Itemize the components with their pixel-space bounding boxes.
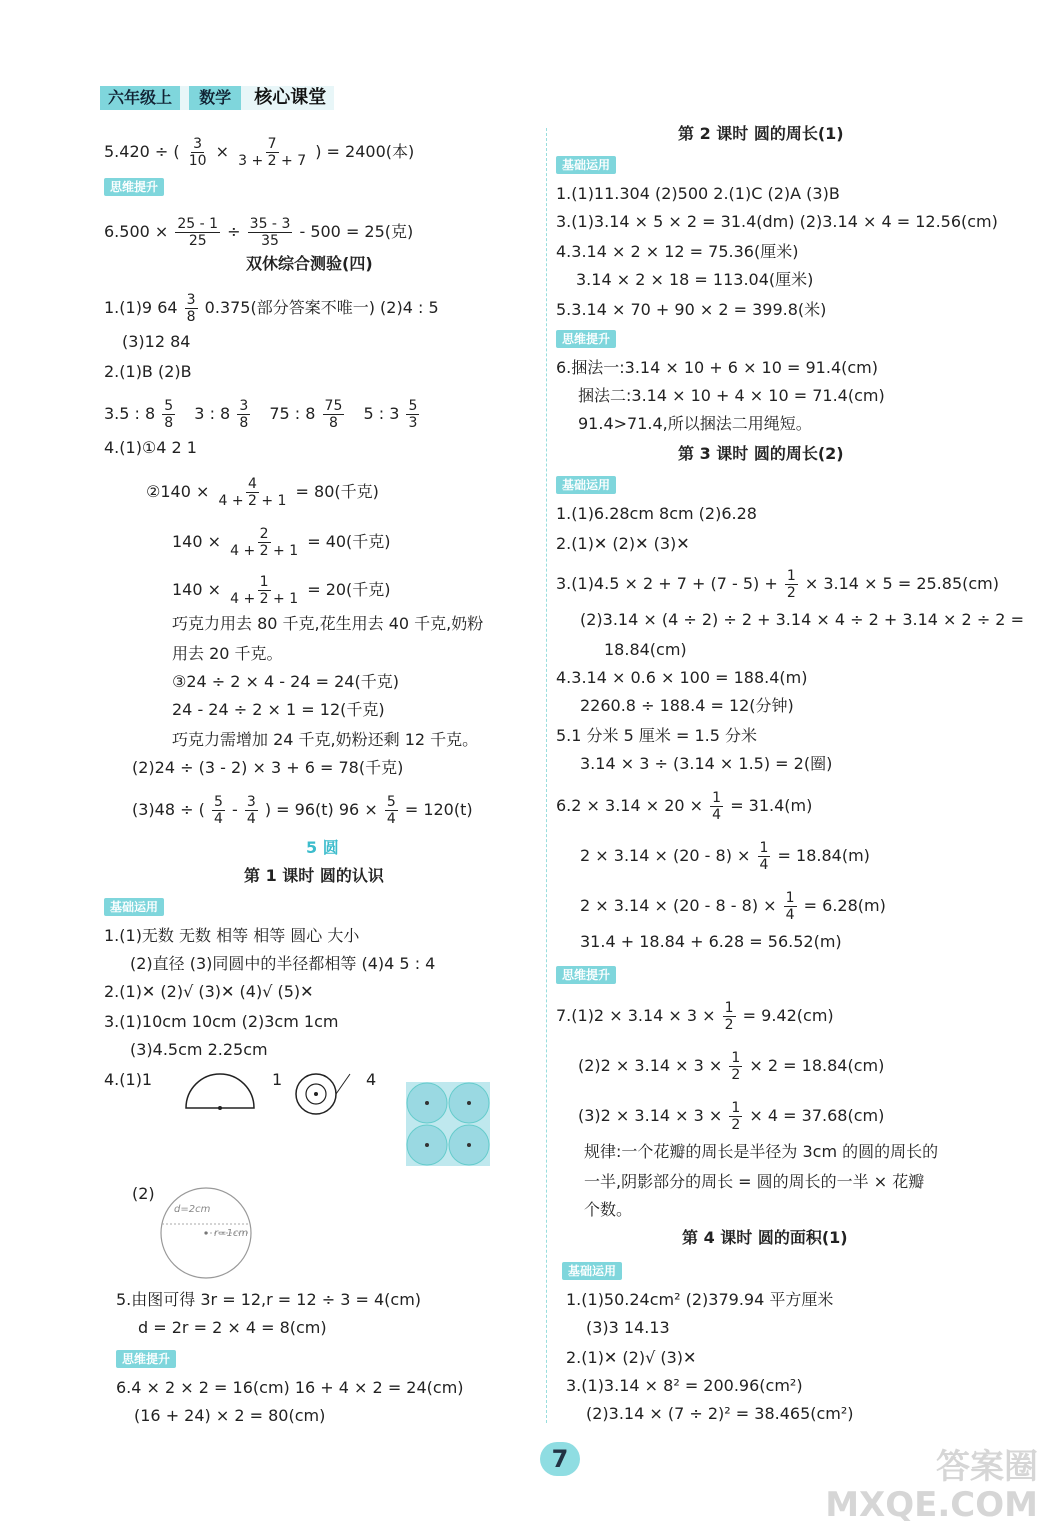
answer-line: 1.(1)无数 无数 相等 相等 圆心 大小 xyxy=(104,926,360,945)
answer-line: (3)12 84 xyxy=(122,332,191,351)
answer-line: 5.420 ÷ ( $\frac{3}{10}$ × $\frac{7}{3 + 2 + 7}$ ) = 2400(本) xyxy=(104,136,415,169)
answer-line: 4 xyxy=(366,1070,377,1089)
fraction: $\frac{1}{2}$ xyxy=(786,568,796,601)
fraction: $\frac{1}{4}$ xyxy=(759,840,769,873)
watermark xyxy=(825,1448,1038,1524)
answer-line: 2.(1)✕ (2)√ (3)✕ xyxy=(566,1348,697,1367)
answer-line: ②140 × $\frac{4}{4 + 2 + 1}$ = 80(千克) xyxy=(146,476,379,509)
fraction: $\frac{3}{10}$ xyxy=(188,136,207,169)
section-title: 双休综合测验(四) xyxy=(246,254,373,273)
section-title: 第 3 课时 圆的周长(2) xyxy=(678,444,844,463)
fraction: $\frac{1}{2}$ xyxy=(731,1100,741,1133)
section-title: 第 2 课时 圆的周长(1) xyxy=(678,124,844,143)
answer-line: 140 × $\frac{1}{4 + 2 + 1}$ = 20(千克) xyxy=(172,574,391,607)
answer-line: 一半,阴影部分的周长 = 圆的周长的一半 × 花瓣 xyxy=(584,1172,925,1191)
answer-line: 用去 20 千克。 xyxy=(172,644,283,663)
answer-line: ③24 ÷ 2 × 4 - 24 = 24(千克) xyxy=(172,672,399,691)
fraction: $\frac{1}{4 + 2 + 1}$ xyxy=(230,574,299,607)
answer-line: 1.(1)9 64 $\frac{3}{8}$ 0.375(部分答案不唯一) (2)4 : 5 xyxy=(104,292,439,325)
answer-line: 1 xyxy=(272,1070,283,1089)
diameter-label: d=2cm xyxy=(174,1204,211,1215)
answer-line: 3.14 × 3 ÷ (3.14 × 1.5) = 2(圈) xyxy=(580,754,833,773)
tag-think: 思维提升 xyxy=(556,966,616,984)
answer-line: (3)2 × 3.14 × 3 × $\frac{1}{2}$ × 4 = 37.68(cm) xyxy=(578,1100,885,1133)
answer-line: (2)3.14 × (7 ÷ 2)² = 38.465(cm²) xyxy=(586,1404,854,1423)
fraction: $\frac{1}{4}$ xyxy=(785,890,795,923)
tag-think: 思维提升 xyxy=(556,330,616,348)
answer-line: 5.由图可得 3r = 12,r = 12 ÷ 3 = 4(cm) xyxy=(116,1290,422,1309)
fraction: $\frac{2}{4 + 2 + 1}$ xyxy=(230,526,299,559)
answer-line: 18.84(cm) xyxy=(604,640,687,659)
answer-line: (2)2 × 3.14 × 3 × $\frac{1}{2}$ × 2 = 18.84(cm) xyxy=(578,1050,885,1083)
fraction: $\frac{1}{2}$ xyxy=(731,1050,741,1083)
answer-line: 4.(1)1 xyxy=(104,1070,153,1089)
four-circles-figure xyxy=(404,1080,492,1168)
watermark-bottom: MXQE.COM xyxy=(825,1485,1038,1525)
answer-line: 1.(1)11.304 (2)500 2.(1)C (2)A (3)B xyxy=(556,184,840,203)
answer-line: 6.4 × 2 × 2 = 16(cm) 16 + 4 × 2 = 24(cm) xyxy=(116,1378,464,1397)
fraction: $\frac{1}{4}$ xyxy=(712,790,722,823)
column-divider xyxy=(546,128,547,1423)
answer-line: 6.2 × 3.14 × 20 × $\frac{1}{4}$ = 31.4(m) xyxy=(556,790,813,823)
unit-title: 5 圆 xyxy=(306,838,339,857)
answer-line: 3.5 : 8 $\frac{5}{8}$ 3 : 8 $\frac{3}{8}$ 75 : 8 $\frac{75}{8}$ 5 : 3 $\frac{5}{3}$ xyxy=(104,398,418,431)
answer-line: 31.4 + 18.84 + 6.28 = 56.52(m) xyxy=(580,932,842,951)
answer-line: 捆法二:3.14 × 10 + 4 × 10 = 71.4(cm) xyxy=(578,386,885,405)
answer-line: 24 - 24 ÷ 2 × 1 = 12(千克) xyxy=(172,700,385,719)
answer-line: (3)4.5cm 2.25cm xyxy=(130,1040,268,1059)
answer-line: (16 + 24) × 2 = 80(cm) xyxy=(134,1406,326,1425)
answer-line: 2 × 3.14 × (20 - 8 - 8) × $\frac{1}{4}$ = 6.28(m) xyxy=(580,890,886,923)
tag-basic: 基础运用 xyxy=(556,156,616,174)
book-title: 核心课堂 xyxy=(254,87,327,108)
tag-basic: 基础运用 xyxy=(556,476,616,494)
page-number: 7 xyxy=(540,1442,580,1476)
subject-label: 数学 xyxy=(189,86,241,110)
answer-line: 2.(1)B (2)B xyxy=(104,362,192,381)
answer-line: 2.(1)✕ (2)√ (3)✕ (4)√ (5)✕ xyxy=(104,982,314,1001)
fraction: $\frac{4}{4 + 2 + 1}$ xyxy=(218,476,287,509)
tag-basic: 基础运用 xyxy=(104,898,164,916)
fraction: $\frac{3}{8}$ xyxy=(186,292,196,325)
answer-line: (2)3.14 × (4 ÷ 2) ÷ 2 + 3.14 × 4 ÷ 2 + 3.14 × 2 ÷ 2 = xyxy=(580,610,1024,629)
semicircle-figure xyxy=(184,1070,256,1112)
watermark-top: 答案圈 xyxy=(936,1447,1038,1487)
tag-basic: 基础运用 xyxy=(562,1262,622,1280)
section-title: 第 4 课时 圆的面积(1) xyxy=(682,1228,848,1247)
answer-line: (3)48 ÷ ( $\frac{5}{4}$ - $\frac{3}{4}$ ) = 96(t) 96 × $\frac{5}{4}$ = 120(t) xyxy=(132,794,473,827)
answer-line: 6.500 × $\frac{25 - 1}{25}$ ÷ $\frac{35 - 3}{35}$ - 500 = 25(克) xyxy=(104,216,414,249)
fraction: $\frac{5}{8}$ xyxy=(164,398,174,431)
answer-line: 6.捆法一:3.14 × 10 + 6 × 10 = 91.4(cm) xyxy=(556,358,878,377)
fraction: $\frac{3}{4}$ xyxy=(246,794,256,827)
header-bar xyxy=(100,86,334,110)
answer-line: 个数。 xyxy=(584,1200,633,1219)
answer-line: (2)直径 (3)同圆中的半径都相等 (4)4 5 : 4 xyxy=(130,954,436,973)
answer-line: 3.(1)4.5 × 2 + 7 + (7 - 5) + $\frac{1}{2}$ × 3.14 × 5 = 25.85(cm) xyxy=(556,568,999,601)
answer-line: 规律:一个花瓣的周长是半径为 3cm 的圆的周长的 xyxy=(584,1142,939,1161)
answer-line: 2.(1)✕ (2)✕ (3)✕ xyxy=(556,534,690,553)
fraction: $\frac{75}{8}$ xyxy=(324,398,343,431)
answer-line: 91.4>71.4,所以捆法二用绳短。 xyxy=(578,414,812,433)
answer-line: 2 × 3.14 × (20 - 8) × $\frac{1}{4}$ = 18.84(m) xyxy=(580,840,870,873)
answer-line: 4.3.14 × 0.6 × 100 = 188.4(m) xyxy=(556,668,808,687)
fraction: $\frac{5}{4}$ xyxy=(213,794,223,827)
answer-line: 3.14 × 2 × 18 = 113.04(厘米) xyxy=(576,270,814,289)
answer-line: 4.3.14 × 2 × 12 = 75.36(厘米) xyxy=(556,242,799,261)
fraction: $\frac{7}{3 + 2 + 7}$ xyxy=(238,136,307,169)
answer-line: 3.(1)3.14 × 5 × 2 = 31.4(dm) (2)3.14 × 4 = 12.56(cm) xyxy=(556,212,998,231)
radius-label: r=1cm xyxy=(214,1228,249,1239)
answer-line: 1.(1)6.28cm 8cm (2)6.28 xyxy=(556,504,757,523)
circle-diagram xyxy=(158,1186,254,1280)
answer-line: (3)3 14.13 xyxy=(586,1318,670,1337)
fraction: $\frac{5}{3}$ xyxy=(408,398,418,431)
answer-line: 5.1 分米 5 厘米 = 1.5 分米 xyxy=(556,726,757,745)
tag-think: 思维提升 xyxy=(104,178,164,196)
answer-line: 3.(1)10cm 10cm (2)3cm 1cm xyxy=(104,1012,339,1031)
answer-line: d = 2r = 2 × 4 = 8(cm) xyxy=(138,1318,327,1337)
fraction: $\frac{1}{2}$ xyxy=(724,1000,734,1033)
answer-line: 5.3.14 × 70 + 90 × 2 = 399.8(米) xyxy=(556,300,827,319)
answer-line: (2)24 ÷ (3 - 2) × 3 + 6 = 78(千克) xyxy=(132,758,404,777)
grade-label: 六年级上 xyxy=(100,86,180,110)
fraction: $\frac{5}{4}$ xyxy=(386,794,396,827)
answer-line: 巧克力需增加 24 千克,奶粉还剩 12 千克。 xyxy=(172,730,479,749)
fraction: $\frac{3}{8}$ xyxy=(239,398,249,431)
answer-line: 2260.8 ÷ 188.4 = 12(分钟) xyxy=(580,696,794,715)
answer-line: 140 × $\frac{2}{4 + 2 + 1}$ = 40(千克) xyxy=(172,526,391,559)
fraction: $\frac{25 - 1}{25}$ xyxy=(177,216,219,249)
answer-line: (2) xyxy=(132,1184,155,1203)
answer-line: 7.(1)2 × 3.14 × 3 × $\frac{1}{2}$ = 9.42(cm) xyxy=(556,1000,834,1033)
fraction: $\frac{35 - 3}{35}$ xyxy=(249,216,291,249)
tag-think: 思维提升 xyxy=(116,1350,176,1368)
circle-square-figure xyxy=(294,1072,352,1116)
answer-line: 3.(1)3.14 × 8² = 200.96(cm²) xyxy=(566,1376,803,1395)
answer-line: 1.(1)50.24cm² (2)379.94 平方厘米 xyxy=(566,1290,834,1309)
answer-line: 4.(1)①4 2 1 xyxy=(104,438,197,457)
answer-line: 巧克力用去 80 千克,花生用去 40 千克,奶粉 xyxy=(172,614,484,633)
section-title: 第 1 课时 圆的认识 xyxy=(244,866,384,885)
